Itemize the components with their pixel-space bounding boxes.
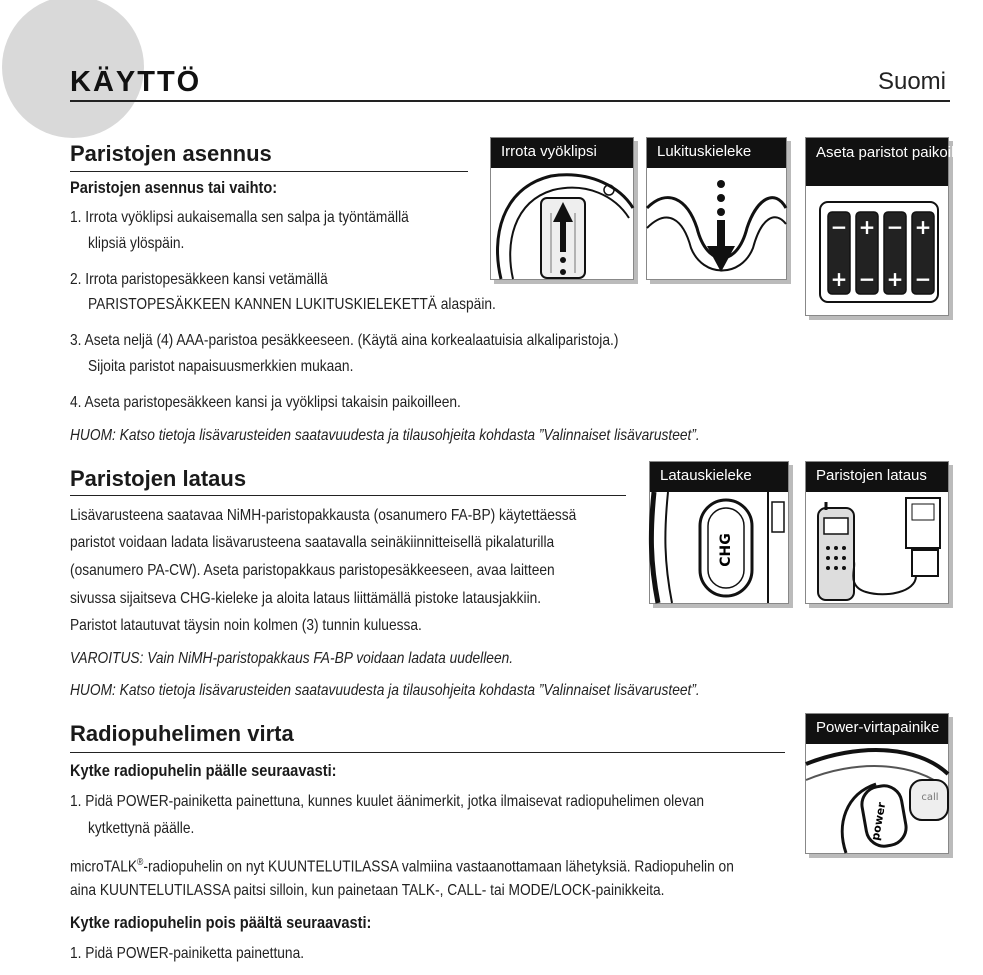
svg-text:−: − (886, 215, 904, 239)
install-step-3: 3. Aseta neljä (4) AAA-paristoa pesäkkeeseen. (Käytä aina korkealaatuisia alkaliparistoja.) (70, 332, 619, 349)
svg-text:+: + (914, 215, 932, 239)
power-button-label: power (868, 801, 889, 842)
charge-warning: VAROITUS: Vain NiMH-paristopakkaus FA-BP voidaan ladata uudelleen. (70, 650, 514, 667)
install-note: HUOM: Katso tietoja lisävarusteiden saatavuudesta ja tilausohjeita kohdasta ”Valinnaiset lisävarusteet”. (70, 427, 700, 444)
section-divider (70, 752, 785, 753)
listen-mode-line-1: -radiopuhelin on nyt KUUNTELUTILASSA valmiina vastaanottamaan lähetyksiä. Radiopuhelin on (143, 858, 734, 876)
figure-label: Lukituskieleke (647, 138, 786, 168)
power-off-subtitle: Kytke radiopuhelin pois päältä seuraavasti: (70, 913, 372, 932)
figure-insert-batteries (805, 137, 983, 316)
header-divider (70, 100, 950, 102)
install-step-2-cont: PARISTOPESÄKKEEN KANNEN LUKITUSKIELEKETTÄ alaspäin. (88, 296, 496, 313)
install-step-4: 4. Aseta paristopesäkkeen kansi ja vyöklipsi takaisin paikoilleen. (70, 394, 461, 411)
install-step-3-cont: Sijoita paristot napaisuusmerkkien mukaan. (88, 358, 354, 375)
figure-remove-belt-clip (490, 137, 634, 280)
batteries-illustration (806, 186, 948, 315)
section-title-battery-charge: Paristojen lataus (70, 466, 247, 491)
language-label: Suomi (877, 68, 946, 95)
chg-label: CHG (718, 533, 734, 567)
figure-power-button (805, 713, 949, 854)
svg-text:+: + (830, 267, 848, 291)
charge-note: HUOM: Katso tietoja lisävarusteiden saatavuudesta ja tilausohjeita kohdasta ”Valinnaiset lisävarusteet”. (70, 682, 700, 699)
svg-text:−: − (830, 215, 848, 239)
charging-illustration (806, 492, 948, 603)
figure-label: Latauskieleke (650, 462, 788, 492)
figure-charging (805, 461, 949, 604)
svg-text:−: − (914, 267, 932, 291)
battery-install-subtitle: Paristojen asennus tai vaihto: (70, 178, 278, 197)
charge-line-2: paristot voidaan ladata lisävarusteena saatavalla seinäkiinnitteisellä pikalaturilla (70, 534, 555, 551)
install-step-2: 2. Irrota paristopesäkkeen kansi vetämällä (70, 271, 328, 288)
svg-text:+: + (886, 267, 904, 291)
power-off-step-1: 1. Pidä POWER-painiketta painettuna. (70, 945, 305, 962)
figure-label: Paristojen lataus (806, 462, 948, 492)
section-title-power: Radiopuhelimen virta (70, 721, 294, 746)
listen-mode-line-2: aina KUUNTELUTILASSA paitsi silloin, kun painetaan TALK-, CALL- tai MODE/LOCK-painikkeita. (70, 882, 665, 899)
power-on-step-1-cont: kytkettynä päälle. (88, 820, 195, 837)
charge-line-4: sivussa sijaitseva CHG-kieleke ja aloita lataus liittämällä pistoke latausjakkiin. (70, 590, 542, 607)
belt-clip-illustration (491, 168, 633, 279)
figure-label: Aseta paristot paikoilleen (806, 138, 948, 186)
call-button-label: call (921, 792, 939, 803)
page-title: KÄYTTÖ (70, 66, 202, 98)
svg-text:−: − (858, 267, 876, 291)
figure-lock-tab (646, 137, 787, 280)
svg-text:+: + (858, 215, 876, 239)
figure-label: Power-virtapainike (806, 714, 948, 744)
figure-label: Irrota vyöklipsi (491, 138, 633, 168)
section-title-battery-install: Paristojen asennus (70, 141, 272, 166)
power-on-subtitle: Kytke radiopuhelin päälle seuraavasti: (70, 761, 337, 780)
charge-line-1: Lisävarusteena saatavaa NiMH-paristopakkausta (osanumero FA-BP) käytettäessä (70, 507, 577, 524)
section-divider (70, 171, 468, 172)
charge-line-5: Paristot latautuvat täysin noin kolmen (3) tunnin kuluessa. (70, 617, 422, 634)
registered-mark: ® (137, 857, 144, 868)
lock-tab-illustration (647, 168, 786, 279)
power-button-illustration (806, 744, 948, 853)
power-on-step-1: 1. Pidä POWER-painiketta painettuna, kunnes kuulet äänimerkit, jotka ilmaisevat radiopuhelimen olevan (70, 793, 705, 810)
brand-name: microTALK (70, 858, 138, 876)
figure-charge-tab (649, 461, 789, 604)
section-divider (70, 495, 626, 496)
install-step-1: 1. Irrota vyöklipsi aukaisemalla sen salpa ja työntämällä (70, 209, 409, 226)
charge-tab-illustration (650, 492, 788, 603)
install-step-1-cont: klipsiä ylöspäin. (88, 235, 185, 252)
charge-line-3: (osanumero PA-CW). Aseta paristopakkaus paristopesäkkeeseen, avaa laitteen (70, 562, 555, 579)
